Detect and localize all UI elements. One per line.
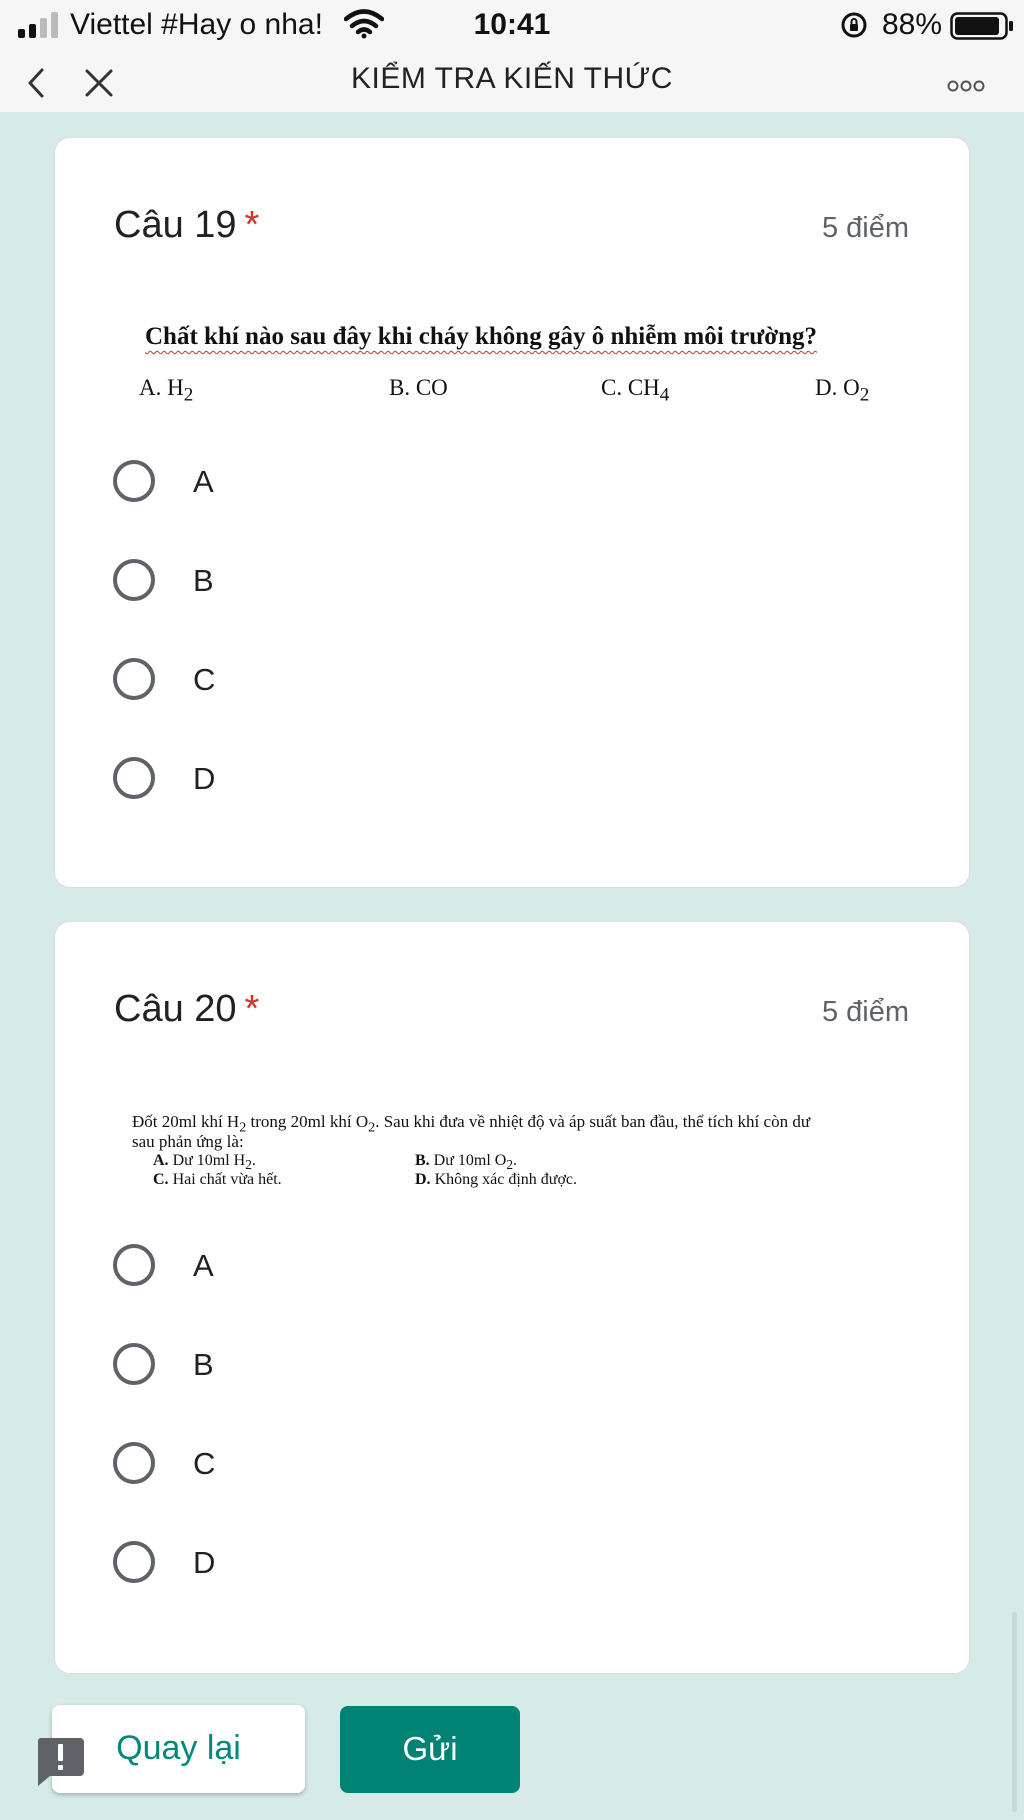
question-image	[55, 323, 971, 443]
choice-label: A	[193, 464, 214, 499]
choice-option-d[interactable]	[113, 1535, 713, 1595]
status-time: 10:41	[473, 8, 551, 41]
submit-button[interactable]	[340, 1706, 520, 1793]
navigation-bar	[0, 56, 1024, 112]
choice-option-b[interactable]	[113, 553, 713, 613]
radio-button-icon[interactable]	[113, 1541, 155, 1583]
radio-button-icon[interactable]	[113, 757, 155, 799]
question-card	[54, 137, 970, 888]
battery-icon	[950, 12, 1014, 40]
question-number: Câu 19	[114, 204, 237, 246]
required-asterisk: *	[244, 204, 260, 246]
choice-label: D	[193, 1545, 216, 1580]
back-button-label: Quay lại	[116, 1729, 241, 1767]
image-option-b: B. CO	[389, 375, 448, 400]
choice-option-c[interactable]	[113, 652, 713, 712]
carrier-name: Viettel #Hay o nha!	[70, 8, 323, 41]
top-bar	[0, 0, 1024, 112]
back-button[interactable]	[52, 1705, 305, 1793]
radio-button-icon[interactable]	[113, 460, 155, 502]
choice-label: C	[193, 662, 216, 697]
question-image	[55, 1112, 971, 1212]
radio-button-icon[interactable]	[113, 1442, 155, 1484]
choice-option-b[interactable]	[113, 1337, 713, 1397]
question-points: 5 điểm	[821, 996, 909, 1028]
scrollbar[interactable]	[1012, 1612, 1017, 1812]
page-title: KIỂM TRA KIẾN THỨC	[351, 62, 673, 95]
image-option-c: C. Hai chất vừa hết.	[153, 1171, 282, 1188]
question-number: Câu 20	[114, 988, 237, 1030]
status-bar	[0, 0, 1024, 52]
radio-button-icon[interactable]	[113, 559, 155, 601]
image-option-a: A. $H_2$	[139, 375, 194, 406]
choice-label: D	[193, 761, 216, 796]
radio-button-icon[interactable]	[113, 1244, 155, 1286]
submit-button-label: Gửi	[402, 1730, 458, 1767]
orientation-lock-icon	[840, 11, 868, 39]
image-option-d: D. Không xác định được.	[415, 1171, 577, 1188]
battery-percentage: 88%	[882, 8, 943, 41]
question-card	[54, 921, 970, 1674]
feedback-icon[interactable]	[34, 1734, 86, 1788]
image-option-b: B. Dư 10ml $O_2$.	[415, 1152, 518, 1173]
choice-label: B	[193, 563, 214, 598]
choice-label: B	[193, 1347, 214, 1382]
question-title	[114, 204, 259, 247]
choice-option-a[interactable]	[113, 454, 713, 514]
question-points: 5 điểm	[821, 212, 909, 244]
question-text: Chất khí nào sau đây khi cháy không gây ô nhiễm môi trường?	[145, 323, 818, 350]
choice-label: A	[193, 1248, 214, 1283]
question-title	[114, 988, 259, 1031]
radio-button-icon[interactable]	[113, 1343, 155, 1385]
more-options-icon[interactable]	[946, 66, 986, 106]
choice-label: C	[193, 1446, 216, 1481]
image-option-a: A. Dư 10ml $H_2$.	[153, 1152, 256, 1173]
image-option-d: D. $O_2$	[815, 375, 870, 406]
choice-option-a[interactable]	[113, 1238, 713, 1298]
question-text-continued: sau phản ứng là:	[132, 1132, 244, 1151]
image-option-c: C. $CH_4$	[601, 375, 670, 406]
required-asterisk: *	[244, 988, 260, 1030]
choice-option-d[interactable]	[113, 751, 713, 811]
question-text: Đốt 20ml khí $H_2$ trong 20ml khí $O_2$. Sau khi đưa về nhiệt độ và áp suất ban đầu, thể tích khí còn dư	[132, 1112, 811, 1136]
radio-button-icon[interactable]	[113, 658, 155, 700]
choice-option-c[interactable]	[113, 1436, 713, 1496]
